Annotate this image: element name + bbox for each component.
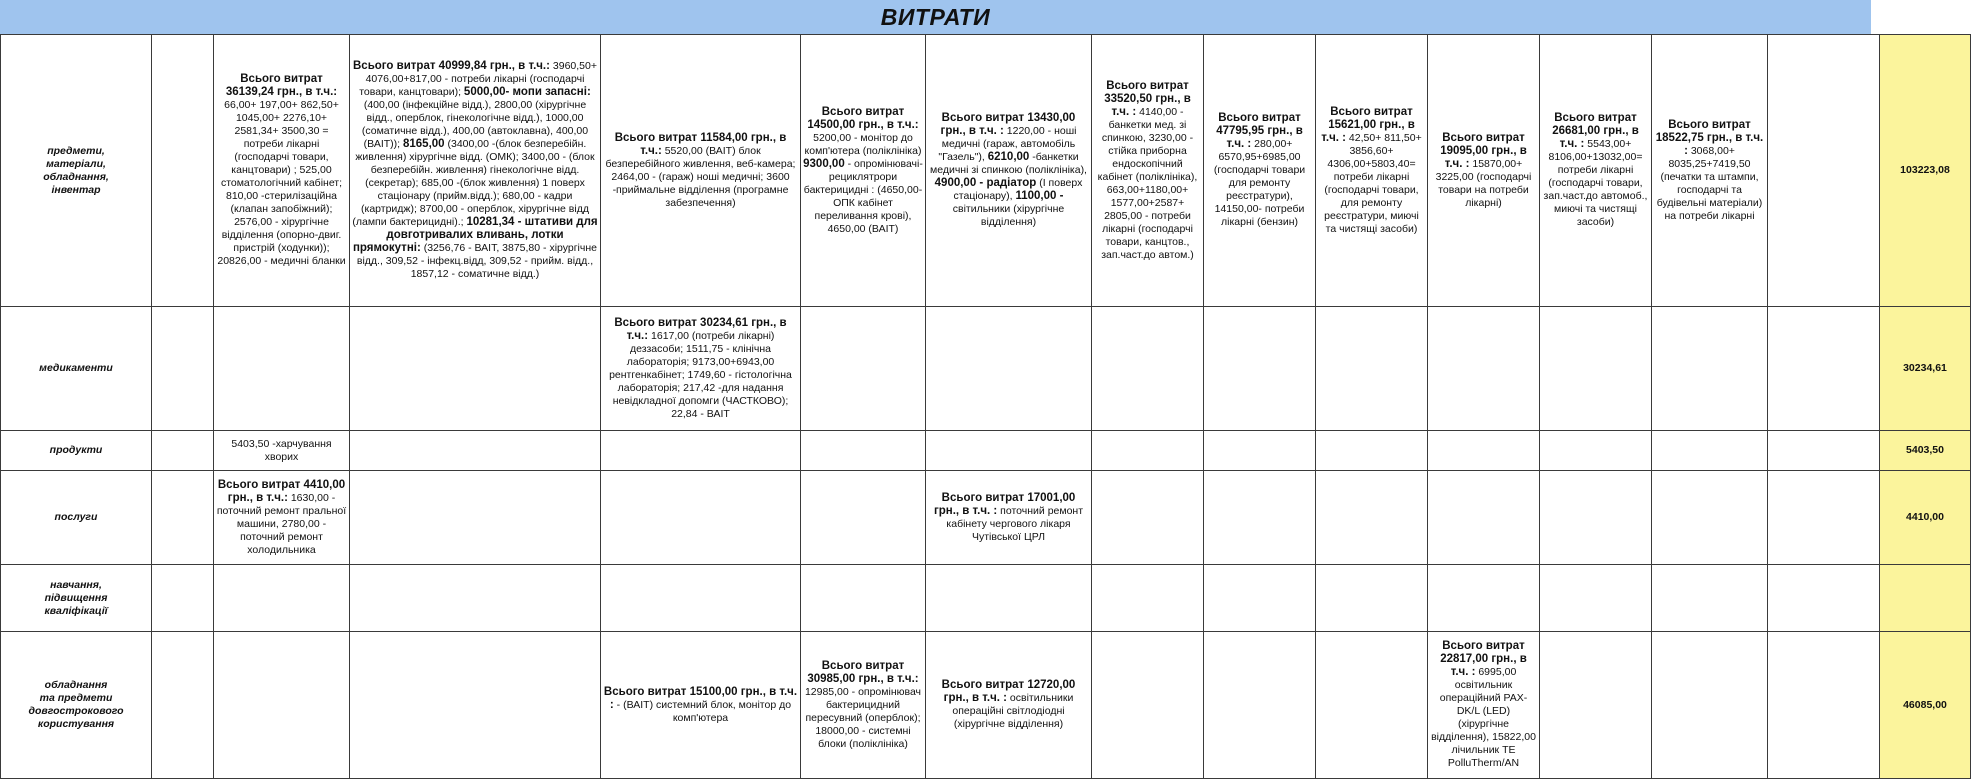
cell-segment: Всього витрат 33520,50 грн., в т.ч. : [1104,79,1191,118]
table-cell[interactable] [1316,35,1428,307]
row-total[interactable]: 30234,61 [1880,307,1971,431]
cell-segment: 10281,34 - штативи для довготривалих вливань, лотки прямокутні: [352,216,598,254]
table-cell[interactable] [1204,35,1316,307]
table-cell[interactable] [601,35,801,307]
category-label[interactable]: предмети, матеріали, обладнання, інвентар [1,35,152,307]
table-cell[interactable] [1768,307,1880,431]
cell-text [928,492,1089,544]
cell-segment: Всього витрат 4410,00 грн., в т.ч.: [217,478,346,504]
table-cell[interactable] [350,35,601,307]
cell-segment: Всього витрат 36139,24 грн., в т.ч.: [225,73,338,98]
cell-segment: Всього витрат 30234,61 грн., в т.ч.: [614,316,787,342]
table-cell[interactable] [801,35,926,307]
cell-segment: - (ВАІТ) системний блок, монітор до комп'ютера [613,698,792,724]
cell-text [1654,119,1765,223]
row-total[interactable]: 46085,00 [1880,632,1971,779]
row-total[interactable]: 4410,00 [1880,471,1971,565]
table-cell[interactable] [1652,471,1768,565]
table-cell[interactable] [152,431,214,471]
table-cell[interactable] [152,471,214,565]
table-cell[interactable] [350,471,601,565]
table-row [1,632,1971,779]
sheet-title: ВИТРАТИ [0,0,1871,35]
table-cell[interactable] [1540,307,1652,431]
table-cell[interactable] [152,307,214,431]
table-cell[interactable] [1092,35,1204,307]
cell-text [1430,132,1537,210]
table-cell[interactable] [601,307,801,431]
table-cell[interactable] [350,565,601,632]
table-cell[interactable] [926,431,1092,471]
table-cell[interactable] [350,632,601,779]
table-cell[interactable] [601,431,801,471]
table-cell[interactable] [1204,632,1316,779]
cell-segment: Всього витрат 17001,00 грн., в т.ч. : [933,491,1076,517]
expenses-table [0,34,1971,779]
cell-text [216,479,347,557]
table-cell[interactable] [926,307,1092,431]
cell-segment: 5543,00+ 8106,00+13032,00= потреби лікарні (господарчі товари, зап.част.до автомоб., миючі та чистящі засоби) [1543,138,1648,228]
table-cell[interactable] [1316,471,1428,565]
table-cell[interactable] [214,471,350,565]
category-label[interactable]: послуги [1,471,152,565]
row-total[interactable]: 103223,08 [1880,35,1971,307]
table-cell[interactable] [801,632,926,779]
cell-segment: 4140,00 - банкетки мед. зі спинкою, 3230,00 - стійка приборна ендоскопічний кабінет (поліклініка), 663,00+1180,00+ 1577,00+2587+ 2805,00 - потреби лікарні (господарчі товари, канцтов., зап.част.до автом.) [1097,105,1198,261]
cell-segment: Всього витрат 30985,00 грн., в т.ч.: [807,659,919,685]
table-cell[interactable] [926,632,1092,779]
cell-segment: 3068,00+ 8035,25+7419,50 (печатки та штампи, господарчі та будівельні матеріали) на потреби лікарні [1656,144,1763,222]
cell-segment: 15870,00+ 3225,00 (господарчі товари на потреби лікарні) [1435,157,1532,209]
cell-segment: 1617,00 (потреби лікарні) деззасоби; 1511,75 - клінічна лабораторія; 9173,00+6943,00 рентгенкабінет; 1749,60 - гістологічна лабораторія; 217,42 -для надання невідкладної допомги (ЧАСТКОВО); 22,84 - ВАІТ [609,329,792,420]
cell-segment: 5403,50 -харчування хворих [231,437,332,463]
table-cell[interactable] [1768,35,1880,307]
table-cell[interactable] [1092,431,1204,471]
table-cell[interactable] [926,35,1092,307]
cell-segment: 8165,00 [403,138,445,150]
cell-segment: 6995,00 освітильник операційний PAX-DK/L (LED) (хірургічне відділення), 15822,00 лічильник TE PolluTherm/AN [1431,666,1536,769]
table-cell[interactable] [214,431,350,471]
cell-segment: (І поверх стаціонару), [953,177,1083,202]
cell-segment: освітильники операційні світлодіодні (хірургічне відділення) [952,692,1074,730]
category-label[interactable]: медикаменти [1,307,152,431]
cell-segment: Всього витрат 47795,95 грн., в т.ч. : [1216,112,1303,150]
cell-segment: - опромінювачі-рециклятрори бактерицидні : (4650,00- ОПК кабінет переливання крові), 4650,00 (ВАІТ) [803,157,923,235]
cell-segment: 1100,00 - [1015,190,1064,202]
table-cell[interactable] [1652,35,1768,307]
table-row [1,565,1971,632]
table-cell[interactable] [1540,471,1652,565]
table-cell[interactable] [1092,632,1204,779]
table-cell[interactable] [601,471,801,565]
table-cell[interactable] [1540,565,1652,632]
cell-text [1094,80,1201,262]
cell-segment: 5520,00 (ВАІТ) блок безперебійного живлення, веб-камера; 2464,00 - (гараж) ноші медичні; 3600 -приймальне відділення (програмне забезпечення) [605,144,796,209]
cell-segment: 6210,00 [987,151,1030,163]
row-total[interactable] [1880,565,1971,632]
table-row [1,431,1971,471]
cell-text [216,73,347,268]
table-cell[interactable] [1428,632,1540,779]
table-cell[interactable] [1652,565,1768,632]
table-cell[interactable] [1768,431,1880,471]
cell-segment: 3960,50+ 4076,00+817,00 - потреби лікарні (господарчі товари, канцтовари); [359,60,597,98]
cell-text [928,679,1089,731]
cell-text [603,317,798,421]
table-cell[interactable] [1768,565,1880,632]
table-cell[interactable] [1316,632,1428,779]
table-cell[interactable] [152,632,214,779]
cell-segment: Всього витрат 15621,00 грн., в т.ч. : [1321,105,1415,144]
cell-segment: Всього витрат 19095,00 грн., в т.ч. : [1440,131,1527,170]
table-cell[interactable] [1204,471,1316,565]
cell-segment: (3400,00 -(блок безперебійн. живлення) хірургічне відд. (ОМК); 3400,00 - (блок безперебійн. живлення) гінекологічне відд.(секретар); 685,00 -(блок живлення) 1 поверх стаціонару (прийм.відд.); 680,00 - кадри (картридж); 8700,00 - оперблок, хірургічне відд (лампи бактерицидні).; [352,138,595,228]
cell-segment: 42,50+ 811,50+ 3856,60+ 4306,00+5803,40= потреби лікарні (господарчі товари, для ремонту реєстратури, миючі та чистящі засоби) [1324,131,1422,235]
cell-segment: (3256,76 - ВАІТ, 3875,80 - хірургічне відд., 309,52 - інфекц.відд, 309,52 - прийм. відд., 1857,12 - соматичне відд.) [356,242,597,280]
table-cell[interactable] [1428,565,1540,632]
table-cell[interactable] [1652,307,1768,431]
table-cell[interactable] [1204,431,1316,471]
table-cell[interactable] [1768,632,1880,779]
table-cell[interactable] [152,35,214,307]
table-cell[interactable] [1540,35,1652,307]
cell-text [1206,112,1313,229]
table-cell[interactable] [1316,431,1428,471]
table-cell[interactable] [1428,431,1540,471]
table-cell[interactable] [350,307,601,431]
table-cell[interactable] [1428,307,1540,431]
cell-segment: Всього витрат 40999,84 грн., в т.ч.: [353,60,550,72]
table-cell[interactable] [1428,471,1540,565]
cell-segment: 4900,00 - радіатор [934,177,1037,189]
cell-segment: 1630,00 - поточний ремонт пральної машини, 2780,00 - поточний ремонт холодильника [216,491,347,556]
category-label[interactable]: обладнання та предмети довгострокового користування [1,632,152,779]
table-cell[interactable] [1540,632,1652,779]
table-cell[interactable] [1768,471,1880,565]
table-cell[interactable] [1540,431,1652,471]
table-cell[interactable] [1204,307,1316,431]
cell-segment: 1220,00 - ноші медичні (гараж, автомобіль "Газель"), [938,125,1077,163]
cell-text [1542,112,1649,229]
cell-text [803,660,923,751]
table-cell[interactable] [214,632,350,779]
cell-segment: Всього витрат 13430,00 грн., в т.ч. : [940,112,1076,137]
table-cell[interactable] [214,307,350,431]
cell-segment: 280,00+ 6570,95+6985,00 (господарчі товари для ремонту реєстратури), 14150,00- потреби лікарні (бензин) [1213,138,1306,228]
table-cell[interactable] [801,471,926,565]
cell-segment: (400,00 (інфекційне відд.), 2800,00 (хірургічне відд., оперблок, гінекологічне відд.), 1000,00 (соматичне відд.), 400,00 (автоклавна), 400,00 (ВАІТ)); [361,99,589,150]
category-label[interactable]: навчання, підвищення кваліфікації [1,565,152,632]
table-cell[interactable] [801,431,926,471]
table-cell[interactable] [601,565,801,632]
cell-segment: 12985,00 - опромінювач бактерицидний пересувний (оперблок); 18000,00 - системні блоки (поліклініка) [804,685,922,750]
table-cell[interactable] [1652,431,1768,471]
table-cell[interactable] [926,565,1092,632]
cell-segment: 5200,00 - монітор до комп'ютера (поліклініка) [804,131,922,157]
cell-text [352,60,598,281]
table-cell[interactable] [1316,565,1428,632]
table-cell[interactable] [1092,307,1204,431]
cell-segment: Всього витрат 11584,00 грн., в т.ч.: [614,131,787,157]
table-cell[interactable] [801,565,926,632]
table-row [1,35,1971,307]
table-cell[interactable] [1204,565,1316,632]
cell-segment: 5000,00- мопи запасні: [463,86,591,98]
table-cell[interactable] [350,431,601,471]
table-cell[interactable] [1652,632,1768,779]
cell-text [603,132,798,210]
cell-segment: Всього витрат 12720,00 грн., в т.ч. : [941,679,1076,704]
cell-text [928,112,1089,229]
table-cell[interactable] [1316,307,1428,431]
row-total[interactable]: 5403,50 [1880,431,1971,471]
cell-text [1430,640,1537,770]
table-cell[interactable] [214,565,350,632]
cell-segment: 9300,00 [803,157,845,170]
table-row [1,307,1971,431]
table-cell[interactable] [601,632,801,779]
cell-text [1318,106,1425,236]
cell-segment: світильники (хірургічне відділення) [952,203,1065,228]
cell-text [803,106,923,236]
table-cell[interactable] [1428,35,1540,307]
table-cell[interactable] [926,471,1092,565]
table-cell[interactable] [152,565,214,632]
cell-segment: Всього витрат 14500,00 грн., в т.ч.: [807,105,919,131]
table-cell[interactable] [1092,471,1204,565]
table-cell[interactable] [214,35,350,307]
table-cell[interactable] [1092,565,1204,632]
cell-text [603,686,798,725]
cell-segment: Всього витрат 15100,00 грн., в т.ч. : [603,685,798,711]
cell-segment: поточний ремонт кабінету чергового лікаря Чутівської ЦРЛ [946,504,1084,543]
cell-segment: 66,00+ 197,00+ 862,50+ 1045,00+ 2276,10+ 2581,34+ 3500,30 = потреби лікарні (господарчі товари, канцтовари) ; 525,00 стоматологічний кабінет; 810,00 -стерилізаційна (клапан запобіжний); 2576,00 - хірургічне відділення (опорно-двиг. пристрій (ходунки)); 20826,00 - медичні бланки [217,99,346,267]
cell-segment: Всього витрат 18522,75 грн., в т.ч. : [1655,118,1764,157]
cell-segment: Всього витрат 22817,00 грн., в т.ч. : [1440,640,1527,678]
cell-segment: -банкетки медичні зі спинкою (поліклініка), [930,151,1087,176]
category-label[interactable]: продукти [1,431,152,471]
table-row [1,471,1971,565]
cell-text [216,438,347,464]
cell-segment: Всього витрат 26681,00 грн., в т.ч. : [1552,112,1639,150]
table-cell[interactable] [801,307,926,431]
